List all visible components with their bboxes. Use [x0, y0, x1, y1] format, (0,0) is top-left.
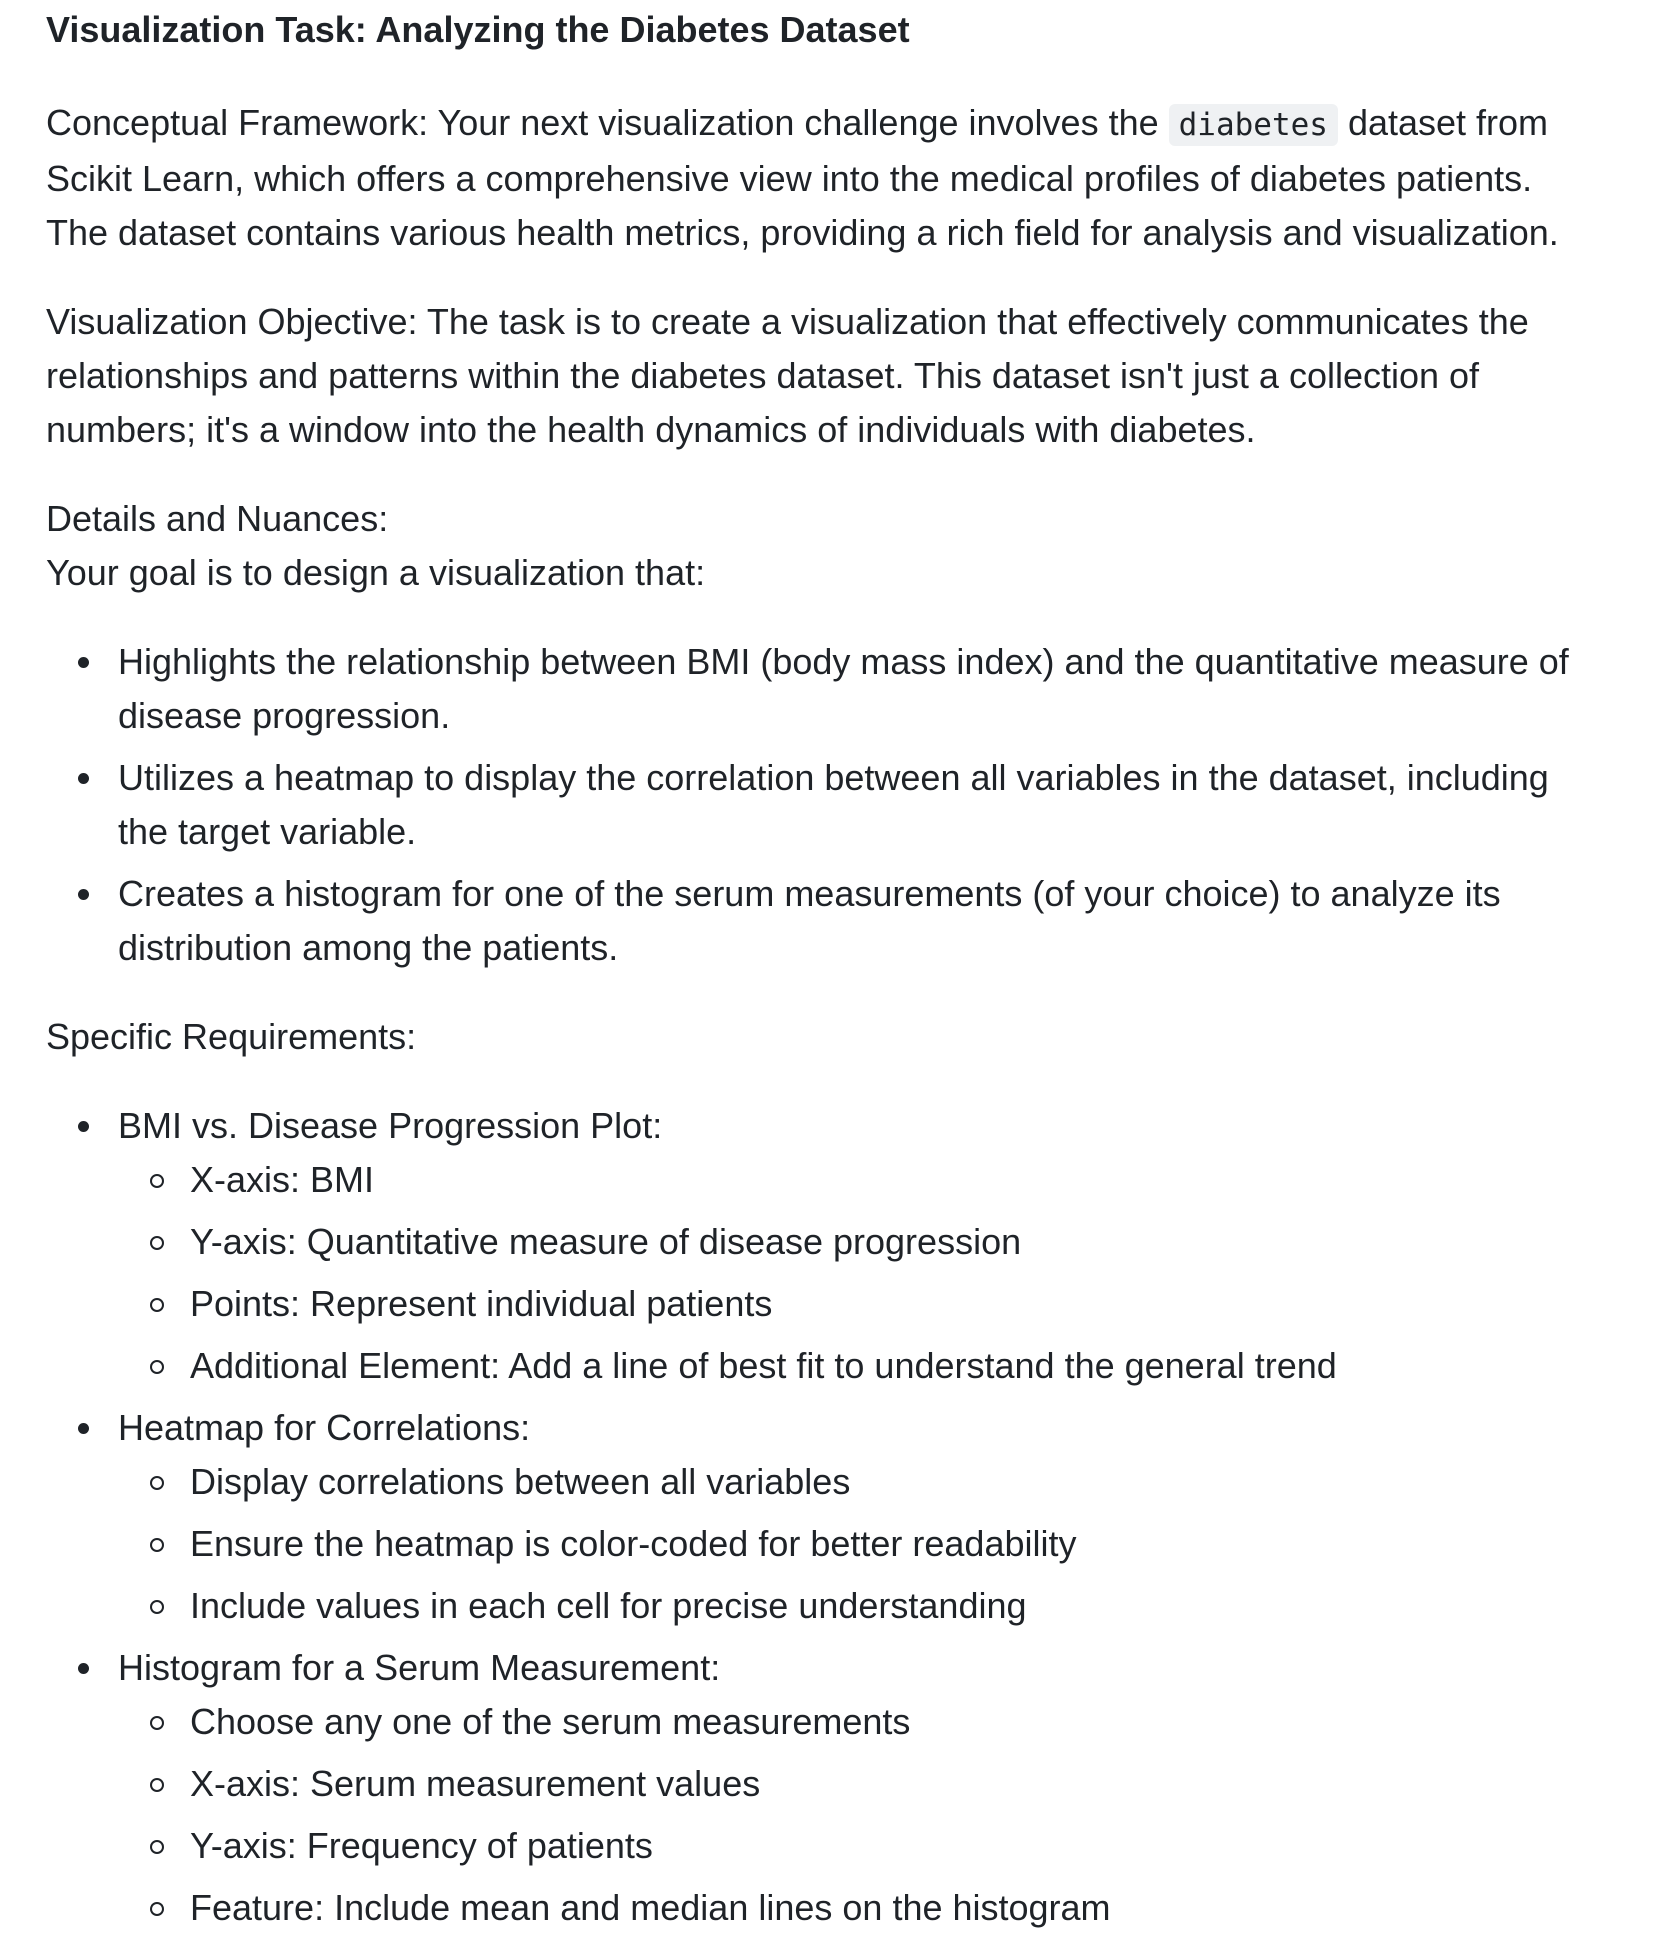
sub-list	[118, 1695, 1600, 1935]
circle-bullet-icon	[150, 1174, 164, 1188]
circle-bullet-icon	[150, 1778, 164, 1792]
section-label: Heatmap for Correlations:	[118, 1407, 531, 1448]
requirements-list	[46, 1099, 1600, 1935]
details-heading: Details and Nuances:	[46, 498, 389, 539]
list-item	[46, 1641, 1600, 1935]
circle-bullet-icon	[150, 1902, 164, 1916]
sub-list-item: Include values in each cell for precise understanding	[46, 1579, 1600, 1633]
sub-list-item: Y-axis: Quantitative measure of disease progression	[46, 1215, 1600, 1269]
sub-list-item: Points: Represent individual patients	[46, 1277, 1600, 1331]
circle-bullet-icon	[150, 1840, 164, 1854]
bullet-icon	[78, 1423, 89, 1434]
conceptual-text-before: Conceptual Framework: Your next visualization challenge involves the	[46, 102, 1169, 143]
bullet-icon	[78, 1121, 89, 1132]
sub-list-item: Choose any one of the serum measurements	[46, 1695, 1600, 1749]
details-paragraph	[46, 492, 1600, 600]
circle-bullet-icon	[150, 1716, 164, 1730]
section-label: BMI vs. Disease Progression Plot:	[118, 1105, 663, 1146]
sub-list-item: Ensure the heatmap is color-coded for better readability	[46, 1517, 1600, 1571]
section-label: Histogram for a Serum Measurement:	[118, 1647, 721, 1688]
list-item: Creates a histogram for one of the serum measurements (of your choice) to analyze its distribution among the patients.	[46, 867, 1600, 975]
circle-bullet-icon	[150, 1538, 164, 1552]
page-title: Visualization Task: Analyzing the Diabetes Dataset	[46, 9, 910, 50]
list-item	[46, 1099, 1600, 1393]
details-list	[46, 635, 1600, 975]
list-item: Utilizes a heatmap to display the correlation between all variables in the dataset, including the target variable.	[46, 751, 1600, 859]
details-intro: Your goal is to design a visualization that:	[46, 552, 706, 593]
list-item	[46, 1401, 1600, 1633]
sub-list-item: Display correlations between all variables	[46, 1455, 1600, 1509]
circle-bullet-icon	[150, 1298, 164, 1312]
circle-bullet-icon	[150, 1600, 164, 1614]
sub-list-item: Additional Element: Add a line of best fit to understand the general trend	[46, 1339, 1600, 1393]
bullet-icon	[78, 1663, 89, 1674]
inline-code: diabetes	[1169, 104, 1338, 146]
list-item: Highlights the relationship between BMI (body mass index) and the quantitative measure of disease progression.	[46, 635, 1600, 743]
requirements-heading: Specific Requirements:	[46, 1016, 417, 1057]
sub-list-item: Y-axis: Frequency of patients	[46, 1819, 1600, 1873]
bullet-icon	[78, 657, 89, 668]
sub-list-item: X-axis: BMI	[46, 1153, 1600, 1207]
circle-bullet-icon	[150, 1360, 164, 1374]
circle-bullet-icon	[150, 1236, 164, 1250]
sub-list-item: Feature: Include mean and median lines on the histogram	[46, 1881, 1600, 1935]
sub-list	[118, 1153, 1600, 1393]
objective-paragraph: Visualization Objective: The task is to create a visualization that effectively communicates the relationships and patterns within the diabetes dataset. This dataset isn't just a collection of numbers; it's a window into the health dynamics of individuals with diabetes.	[46, 301, 1529, 450]
sub-list-item: X-axis: Serum measurement values	[46, 1757, 1600, 1811]
circle-bullet-icon	[150, 1476, 164, 1490]
bullet-icon	[78, 773, 89, 784]
conceptual-text-after: dataset from Scikit Learn, which offers a comprehensive view into the medical profiles of diabetes patients. The dataset contains various health metrics, providing a rich field for analysis and visualization.	[46, 102, 1559, 253]
bullet-icon	[78, 889, 89, 900]
conceptual-paragraph	[46, 96, 1600, 260]
sub-list	[118, 1455, 1600, 1633]
